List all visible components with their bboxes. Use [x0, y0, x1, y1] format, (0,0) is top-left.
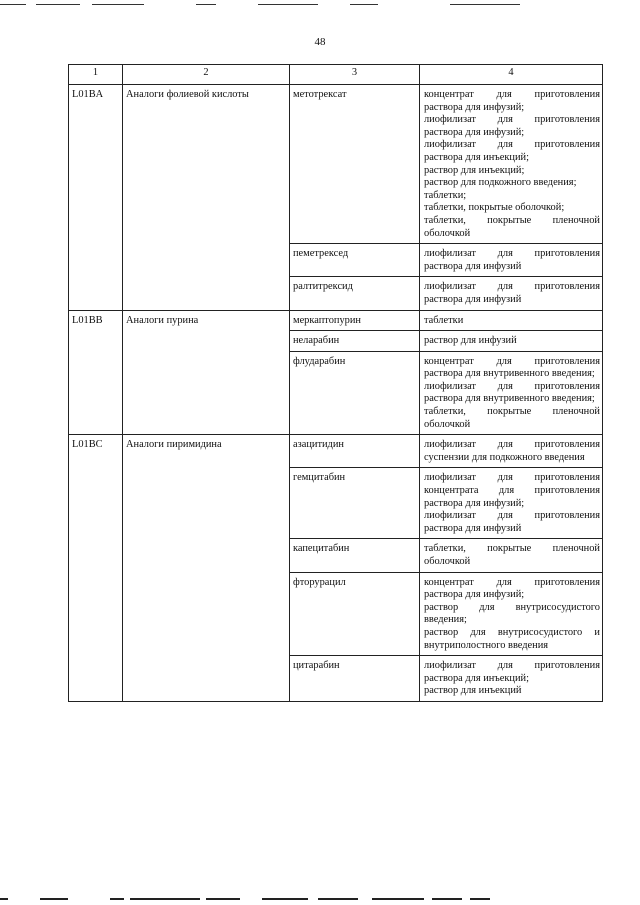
dosage-form-item: раствор для инфузий: [424, 335, 517, 347]
dosage-forms-cell: [420, 310, 603, 331]
dosage-form-item: таблетки, покрытые пленочной оболочкой: [424, 214, 600, 239]
dosage-form-item: лиофилизат для приготовления раствора для инфузий: [424, 248, 600, 272]
table-row: [69, 85, 603, 244]
dosage-form-item: лиофилизат для приготовления суспензии для подкожного введения: [424, 439, 600, 463]
dosage-form-item: раствор для внутрисосудистого и внутриполостного введения: [424, 626, 600, 651]
header-col-1: 1: [69, 65, 123, 85]
scan-artifact-top: [0, 4, 640, 7]
dosage-forms-cell: [420, 468, 603, 539]
dosage-form-item: раствор для инъекций: [424, 685, 522, 697]
group-name-cell: Аналоги пиримидина: [123, 435, 290, 702]
drug-name-cell: азацитидин: [290, 435, 420, 468]
drug-table: [68, 64, 603, 702]
drug-name-cell: метотрексат: [290, 85, 420, 244]
header-row: [69, 65, 603, 85]
drug-name-cell: пеметрексед: [290, 244, 420, 277]
drug-name-cell: цитарабин: [290, 656, 420, 702]
dosage-forms-cell: [420, 539, 603, 572]
dosage-form-item: раствор для подкожного введения;: [424, 177, 577, 189]
dosage-forms-cell: [420, 435, 603, 468]
dosage-form-item: лиофилизат для приготовления раствора для инъекций;: [424, 139, 600, 163]
page-number: 48: [314, 36, 326, 48]
dosage-forms-cell: [420, 572, 603, 656]
drug-name-cell: меркаптопурин: [290, 310, 420, 331]
drug-name-cell: гемцитабин: [290, 468, 420, 539]
drug-name-cell: ралтитрексид: [290, 277, 420, 310]
dosage-form-item: лиофилизат для приготовления раствора для внутривенного введения;: [424, 380, 600, 405]
group-name-cell: Аналоги фолиевой кислоты: [123, 85, 290, 311]
drug-name-cell: неларабин: [290, 331, 420, 352]
dosage-form-item: таблетки, покрытые пленочной оболочкой: [424, 543, 600, 567]
header-col-3: 3: [290, 65, 420, 85]
dosage-form-item: лиофилизат для приготовления раствора для инфузий: [424, 510, 600, 534]
dosage-form-item: лиофилизат для приготовления концентрата для приготовления раствора для инфузий;: [424, 472, 600, 509]
dosage-form-item: концентрат для приготовления раствора для инфузий;: [424, 89, 600, 113]
group-name-cell: Аналоги пурина: [123, 310, 290, 435]
dosage-form-item: таблетки, покрытые оболочкой;: [424, 202, 565, 214]
drug-name-cell: капецитабин: [290, 539, 420, 572]
atc-code-cell: L01BC: [69, 435, 123, 702]
dosage-form-item: лиофилизат для приготовления раствора для инфузий;: [424, 114, 600, 138]
drug-name-cell: фторурацил: [290, 572, 420, 656]
dosage-form-item: таблетки: [424, 314, 464, 326]
dosage-forms-cell: [420, 85, 603, 244]
dosage-form-item: концентрат для приготовления раствора для внутривенного введения;: [424, 355, 600, 380]
scan-artifact-bottom: [0, 896, 640, 902]
dosage-form-item: лиофилизат для приготовления раствора для инфузий: [424, 281, 600, 305]
dosage-form-item: лиофилизат для приготовления раствора для инъекций;: [424, 660, 600, 684]
drug-name-cell: флударабин: [290, 351, 420, 435]
atc-code-cell: L01BB: [69, 310, 123, 435]
dosage-form-item: раствор для инъекций;: [424, 164, 525, 176]
dosage-form-item: концентрат для приготовления раствора для инфузий;: [424, 576, 600, 601]
dosage-form-item: раствор для внутрисосудистого введения;: [424, 601, 600, 626]
header-col-2: 2: [123, 65, 290, 85]
dosage-forms-cell: [420, 277, 603, 310]
dosage-forms-cell: [420, 656, 603, 702]
table-row: [69, 310, 603, 331]
header-col-4: 4: [420, 65, 603, 85]
atc-code-cell: L01BA: [69, 85, 123, 311]
dosage-forms-cell: [420, 331, 603, 352]
dosage-form-item: таблетки, покрытые пленочной оболочкой: [424, 406, 600, 430]
table-row: [69, 435, 603, 468]
dosage-forms-cell: [420, 244, 603, 277]
dosage-form-item: таблетки;: [424, 189, 467, 201]
dosage-forms-cell: [420, 351, 603, 435]
